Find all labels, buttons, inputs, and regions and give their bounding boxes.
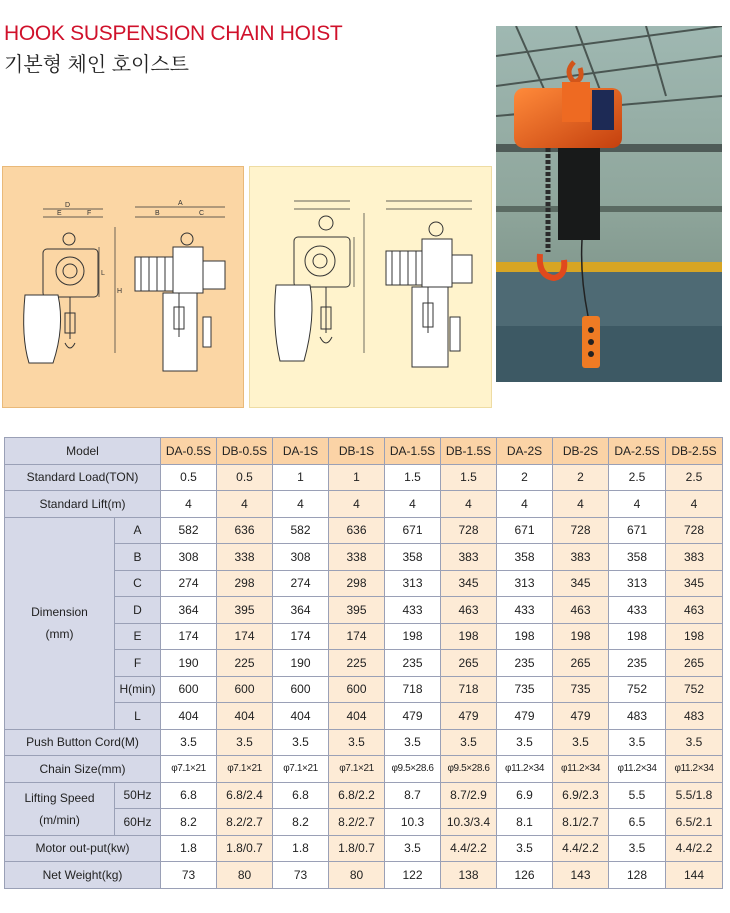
- table-cell: 5.5/1.8: [666, 782, 723, 809]
- table-cell: 174: [161, 623, 217, 650]
- table-cell: 433: [497, 597, 553, 624]
- table-cell: 174: [273, 623, 329, 650]
- table-cell: 479: [441, 703, 497, 730]
- table-cell: 338: [217, 544, 273, 571]
- table-cell: 395: [217, 597, 273, 624]
- table-cell: 128: [609, 862, 666, 889]
- hoist-diagram-dual-speed: [249, 166, 492, 408]
- table-cell: φ9.5×28.6: [385, 756, 441, 783]
- table-cell: 6.9: [497, 782, 553, 809]
- table-cell: 73: [161, 862, 217, 889]
- table-cell: 395: [329, 597, 385, 624]
- page-title: HOOK SUSPENSION CHAIN HOIST: [4, 22, 343, 45]
- table-cell: 0.5: [161, 464, 217, 491]
- table-cell: 1.5: [441, 464, 497, 491]
- table-cell: 1.8/0.7: [329, 835, 385, 862]
- dimension-label-l: L: [101, 270, 105, 277]
- table-cell: 4: [666, 491, 723, 518]
- table-cell: 313: [385, 570, 441, 597]
- table-cell: 8.2/2.7: [329, 809, 385, 836]
- row-weight: [5, 862, 723, 889]
- table-cell: 345: [553, 570, 609, 597]
- table-cell: 1.8/0.7: [217, 835, 273, 862]
- table-cell: 463: [666, 597, 723, 624]
- row-dim-0: [5, 517, 723, 544]
- table-cell: 265: [666, 650, 723, 677]
- table-cell: 3.5: [441, 729, 497, 756]
- table-cell: 198: [553, 623, 609, 650]
- row-label-motor: Motor out-put(kw): [5, 835, 161, 862]
- table-cell: 4: [553, 491, 609, 518]
- table-cell: 265: [553, 650, 609, 677]
- table-cell: 4.4/2.2: [553, 835, 609, 862]
- table-cell: 174: [329, 623, 385, 650]
- table-cell: 4: [217, 491, 273, 518]
- table-cell: 4: [161, 491, 217, 518]
- table-cell: φ7.1×21: [217, 756, 273, 783]
- table-cell: 225: [329, 650, 385, 677]
- table-cell: 225: [217, 650, 273, 677]
- dimension-label-c: C: [199, 210, 205, 217]
- table-cell: 6.8: [273, 782, 329, 809]
- table-cell: 198: [666, 623, 723, 650]
- row-load: [5, 464, 723, 491]
- row-label-lift: Standard Lift(m): [5, 491, 161, 518]
- row-lift: [5, 491, 723, 518]
- table-cell: 274: [161, 570, 217, 597]
- table-cell: 671: [385, 517, 441, 544]
- table-cell: 671: [497, 517, 553, 544]
- table-cell: 4.4/2.2: [441, 835, 497, 862]
- dimension-key: C: [115, 570, 161, 597]
- table-cell: 383: [441, 544, 497, 571]
- table-cell: 735: [497, 676, 553, 703]
- row-speed-50: [5, 782, 723, 809]
- table-cell: 144: [666, 862, 723, 889]
- table-cell: 479: [385, 703, 441, 730]
- table-cell: 404: [329, 703, 385, 730]
- table-cell: 6.8: [161, 782, 217, 809]
- table-cell: 718: [441, 676, 497, 703]
- table-cell: DA-0.5S: [161, 438, 217, 465]
- row-label-model: Model: [5, 438, 161, 465]
- dimension-label: Dimension: [31, 605, 88, 619]
- row-label-50hz: 50Hz: [115, 782, 161, 809]
- table-cell: 298: [217, 570, 273, 597]
- table-cell: 3.5: [385, 835, 441, 862]
- table-cell: 6.8/2.4: [217, 782, 273, 809]
- table-cell: 479: [553, 703, 609, 730]
- table-cell: φ11.2×34: [553, 756, 609, 783]
- table-cell: 364: [161, 597, 217, 624]
- row-label-speed: [5, 782, 115, 835]
- table-cell: φ7.1×21: [273, 756, 329, 783]
- table-cell: 1: [273, 464, 329, 491]
- table-cell: 122: [385, 862, 441, 889]
- table-cell: 3.5: [666, 729, 723, 756]
- table-cell: φ7.1×21: [329, 756, 385, 783]
- table-cell: 4: [385, 491, 441, 518]
- table-cell: 10.3: [385, 809, 441, 836]
- row-label-cord: Push Button Cord(M): [5, 729, 161, 756]
- dimension-key: E: [115, 623, 161, 650]
- table-cell: 174: [217, 623, 273, 650]
- table-cell: 479: [497, 703, 553, 730]
- dimension-key: L: [115, 703, 161, 730]
- row-model: [5, 438, 723, 465]
- table-cell: 1: [329, 464, 385, 491]
- table-cell: 0.5: [217, 464, 273, 491]
- table-cell: 4: [329, 491, 385, 518]
- table-cell: DA-1.5S: [385, 438, 441, 465]
- row-label-chain: Chain Size(mm): [5, 756, 161, 783]
- table-cell: 636: [217, 517, 273, 544]
- table-cell: 3.5: [385, 729, 441, 756]
- dimension-key: F: [115, 650, 161, 677]
- table-cell: 3.5: [497, 729, 553, 756]
- table-cell: 138: [441, 862, 497, 889]
- table-cell: 364: [273, 597, 329, 624]
- hoist-photo: [496, 26, 722, 382]
- table-cell: 274: [273, 570, 329, 597]
- table-cell: 358: [609, 544, 666, 571]
- row-label-dimension: [5, 517, 115, 729]
- table-cell: φ7.1×21: [161, 756, 217, 783]
- table-cell: DA-2.5S: [609, 438, 666, 465]
- table-cell: 600: [329, 676, 385, 703]
- spec-table: [4, 437, 723, 889]
- table-cell: 126: [497, 862, 553, 889]
- speed-unit: (m/min): [39, 812, 80, 827]
- table-cell: 2.5: [666, 464, 723, 491]
- row-label-60hz: 60Hz: [115, 809, 161, 836]
- table-cell: φ9.5×28.6: [441, 756, 497, 783]
- table-cell: 358: [497, 544, 553, 571]
- table-cell: 345: [441, 570, 497, 597]
- dimension-label-e: E: [57, 210, 62, 217]
- table-cell: 198: [441, 623, 497, 650]
- speed-label: Lifting Speed: [24, 790, 95, 805]
- table-cell: 728: [666, 517, 723, 544]
- table-cell: 358: [385, 544, 441, 571]
- table-cell: 198: [497, 623, 553, 650]
- dimension-key: D: [115, 597, 161, 624]
- table-cell: 6.5: [609, 809, 666, 836]
- table-cell: 1.8: [273, 835, 329, 862]
- table-cell: DB-2S: [553, 438, 609, 465]
- row-motor: [5, 835, 723, 862]
- row-cord: [5, 729, 723, 756]
- dimension-label-h: H: [117, 288, 123, 295]
- table-cell: 8.7: [385, 782, 441, 809]
- table-cell: 235: [497, 650, 553, 677]
- table-cell: φ11.2×34: [497, 756, 553, 783]
- table-cell: 190: [161, 650, 217, 677]
- table-cell: 2: [497, 464, 553, 491]
- table-cell: 6.8/2.2: [329, 782, 385, 809]
- table-cell: 190: [273, 650, 329, 677]
- table-cell: 8.2: [273, 809, 329, 836]
- table-cell: 5.5: [609, 782, 666, 809]
- table-cell: 8.2/2.7: [217, 809, 273, 836]
- table-cell: 308: [273, 544, 329, 571]
- table-cell: 8.1: [497, 809, 553, 836]
- table-cell: 4: [441, 491, 497, 518]
- table-cell: 2: [553, 464, 609, 491]
- table-cell: 752: [666, 676, 723, 703]
- dimension-label-b: B: [155, 210, 160, 217]
- dimension-key: B: [115, 544, 161, 571]
- table-cell: DA-1S: [273, 438, 329, 465]
- table-cell: 671: [609, 517, 666, 544]
- table-cell: 265: [441, 650, 497, 677]
- table-cell: 3.5: [609, 729, 666, 756]
- table-cell: DA-2S: [497, 438, 553, 465]
- table-cell: DB-1.5S: [441, 438, 497, 465]
- table-cell: 404: [273, 703, 329, 730]
- table-cell: DB-1S: [329, 438, 385, 465]
- table-cell: DB-2.5S: [666, 438, 723, 465]
- row-chain: [5, 756, 723, 783]
- table-cell: 4: [273, 491, 329, 518]
- table-cell: 3.5: [553, 729, 609, 756]
- table-cell: φ11.2×34: [666, 756, 723, 783]
- table-cell: 3.5: [273, 729, 329, 756]
- dimension-key: A: [115, 517, 161, 544]
- table-cell: 728: [553, 517, 609, 544]
- page-subtitle: 기본형 체인 호이스트: [4, 54, 189, 76]
- table-cell: 3.5: [609, 835, 666, 862]
- table-cell: 600: [161, 676, 217, 703]
- table-cell: 6.9/2.3: [553, 782, 609, 809]
- table-cell: 80: [217, 862, 273, 889]
- table-cell: 433: [385, 597, 441, 624]
- table-cell: 298: [329, 570, 385, 597]
- table-cell: 3.5: [161, 729, 217, 756]
- table-cell: 404: [161, 703, 217, 730]
- table-cell: 4: [497, 491, 553, 518]
- table-cell: 3.5: [329, 729, 385, 756]
- table-cell: 463: [553, 597, 609, 624]
- dimension-label-d: D: [65, 202, 71, 209]
- table-cell: 4.4/2.2: [666, 835, 723, 862]
- table-cell: 8.7/2.9: [441, 782, 497, 809]
- table-cell: 8.2: [161, 809, 217, 836]
- table-cell: 735: [553, 676, 609, 703]
- table-cell: 198: [385, 623, 441, 650]
- table-cell: 582: [161, 517, 217, 544]
- dimension-label-a: A: [178, 200, 183, 207]
- table-cell: 73: [273, 862, 329, 889]
- table-cell: 80: [329, 862, 385, 889]
- table-cell: 143: [553, 862, 609, 889]
- hoist-diagram-single-speed: [2, 166, 244, 408]
- table-cell: 600: [273, 676, 329, 703]
- table-cell: 3.5: [497, 835, 553, 862]
- table-cell: 752: [609, 676, 666, 703]
- table-cell: 582: [273, 517, 329, 544]
- table-cell: 308: [161, 544, 217, 571]
- table-cell: 8.1/2.7: [553, 809, 609, 836]
- dimension-label-f: F: [87, 210, 92, 217]
- row-label-weight: Net Weight(kg): [5, 862, 161, 889]
- table-cell: 2.5: [609, 464, 666, 491]
- table-cell: 636: [329, 517, 385, 544]
- table-cell: 313: [609, 570, 666, 597]
- table-cell: 3.5: [217, 729, 273, 756]
- table-cell: 433: [609, 597, 666, 624]
- table-cell: 383: [666, 544, 723, 571]
- table-cell: 198: [609, 623, 666, 650]
- table-cell: 313: [497, 570, 553, 597]
- table-cell: 1.5: [385, 464, 441, 491]
- dimension-unit: (mm): [45, 627, 74, 641]
- table-cell: φ11.2×34: [609, 756, 666, 783]
- row-label-load: Standard Load(TON): [5, 464, 161, 491]
- table-cell: 235: [385, 650, 441, 677]
- table-cell: DB-0.5S: [217, 438, 273, 465]
- table-cell: 404: [217, 703, 273, 730]
- table-cell: 463: [441, 597, 497, 624]
- table-cell: 483: [666, 703, 723, 730]
- table-cell: 483: [609, 703, 666, 730]
- table-cell: 383: [553, 544, 609, 571]
- table-cell: 600: [217, 676, 273, 703]
- table-cell: 1.8: [161, 835, 217, 862]
- table-cell: 338: [329, 544, 385, 571]
- table-cell: 4: [609, 491, 666, 518]
- table-cell: 718: [385, 676, 441, 703]
- table-cell: 10.3/3.4: [441, 809, 497, 836]
- dimension-key: H(min): [115, 676, 161, 703]
- table-cell: 728: [441, 517, 497, 544]
- table-cell: 235: [609, 650, 666, 677]
- table-cell: 6.5/2.1: [666, 809, 723, 836]
- table-cell: 345: [666, 570, 723, 597]
